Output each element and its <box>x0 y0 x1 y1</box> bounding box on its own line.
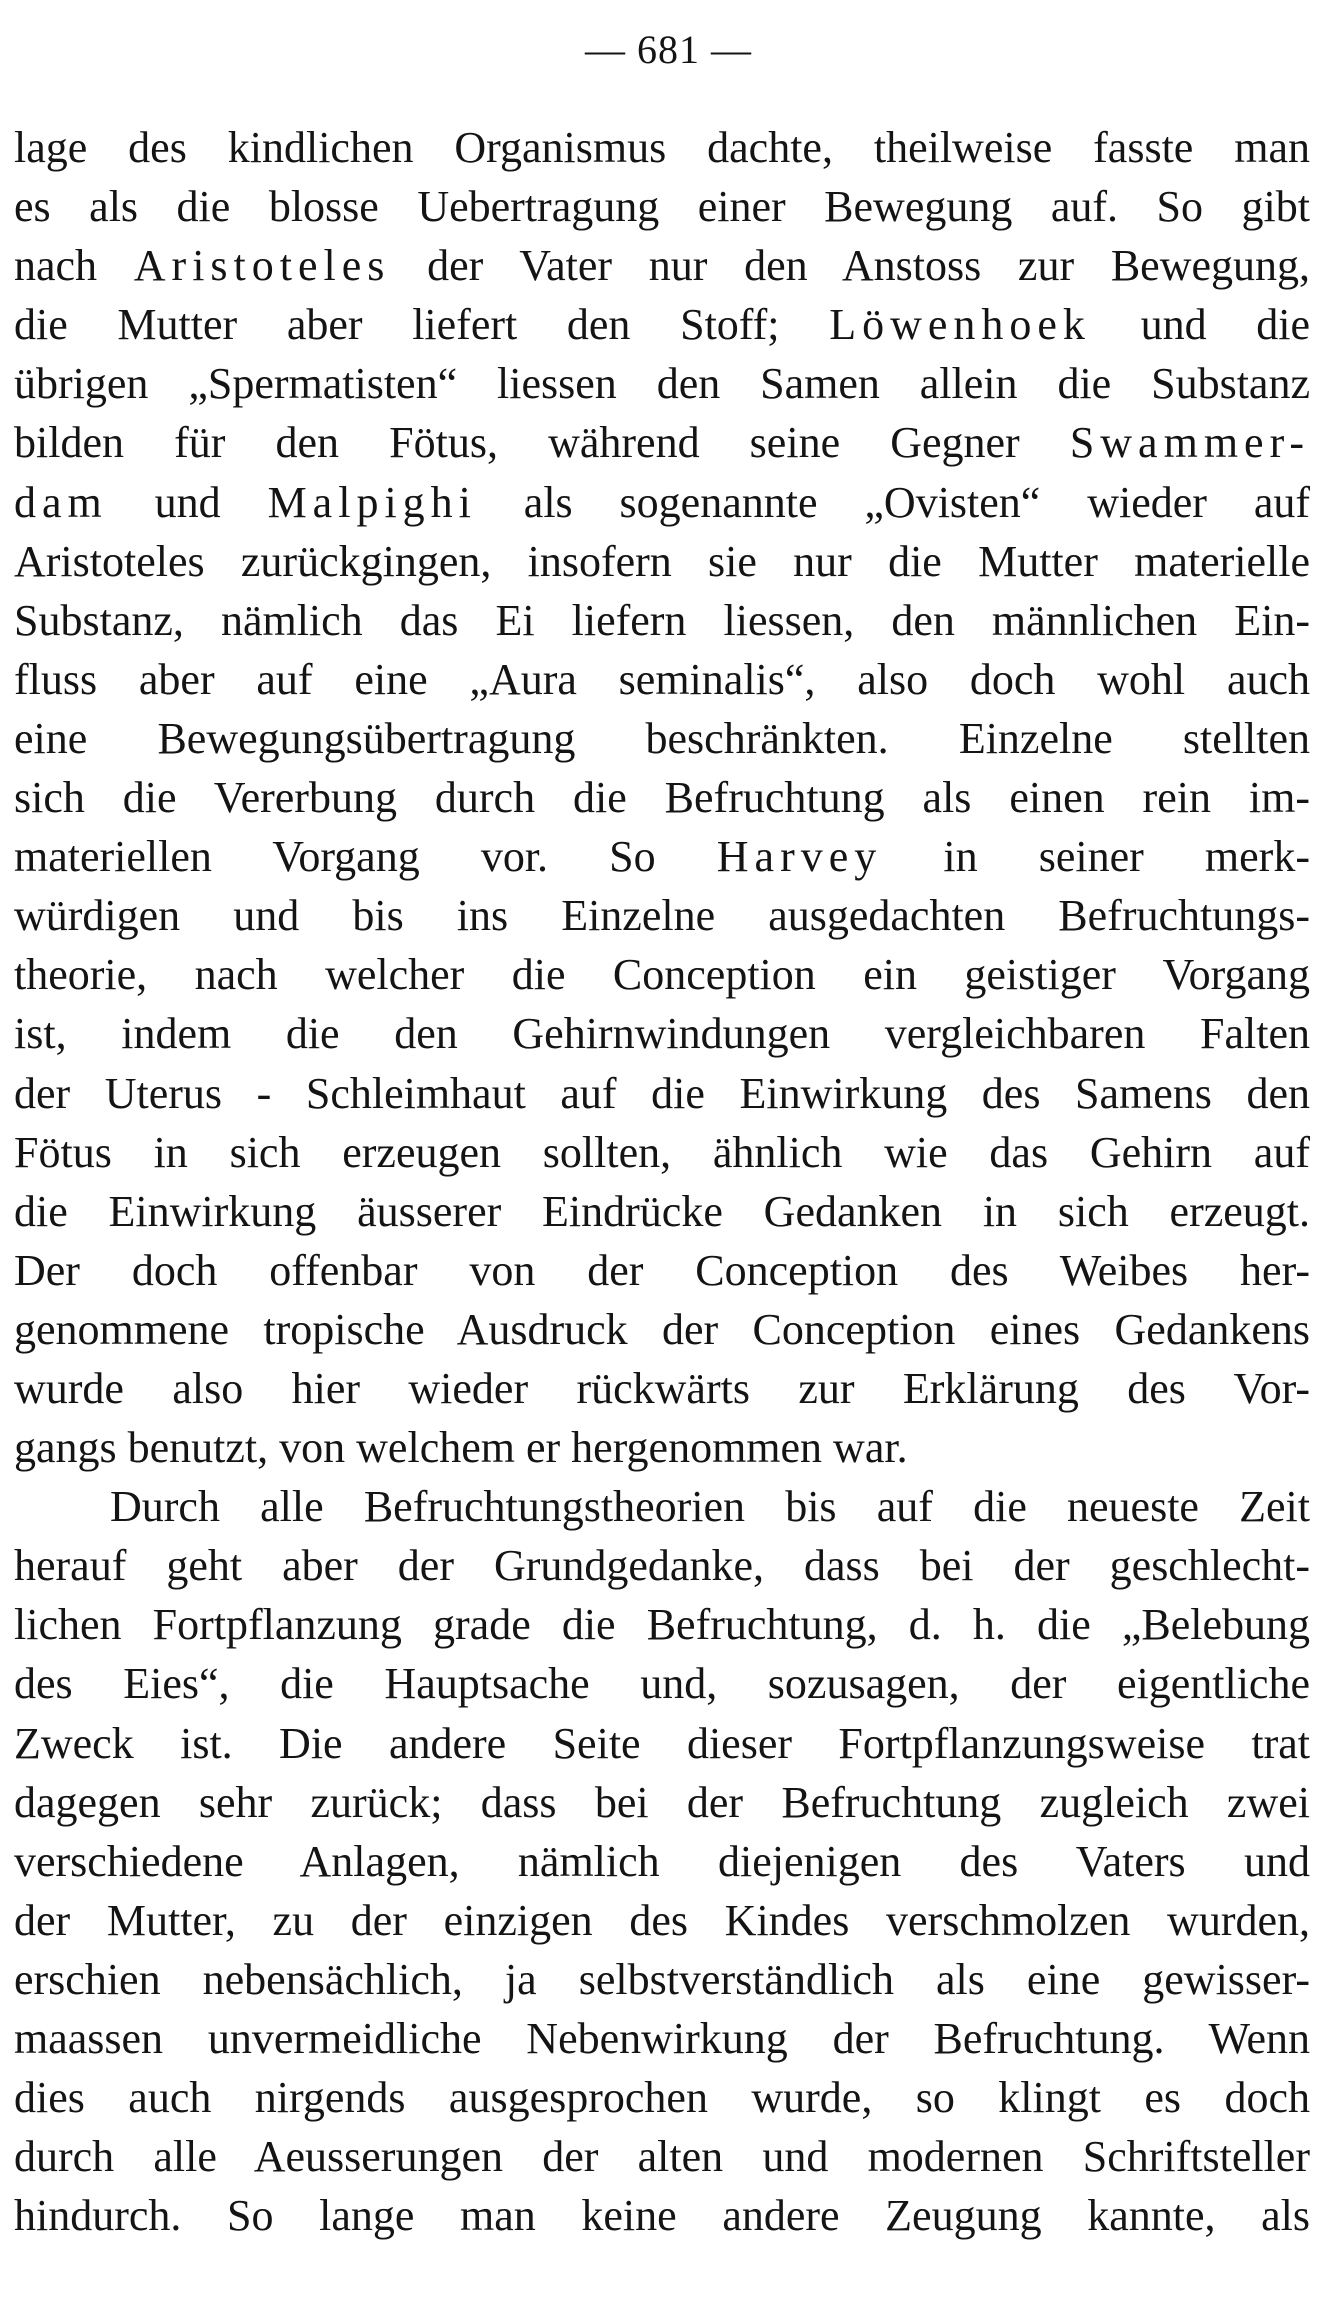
text-line: dies auch nirgends ausgesprochen wurde, so klingt es doch <box>14 2073 1310 2123</box>
spaced-name-aristoteles: Aristoteles <box>133 241 391 291</box>
text-line: lage des kindlichen Organismus dachte, theilweise fasste man <box>14 123 1310 172</box>
text-line: es als die blosse Uebertragung einer Bewegung auf. So gibt <box>14 182 1310 232</box>
text-line: die Einwirkung äusserer Eindrücke Gedanken in sich erzeugt. <box>14 1186 1310 1236</box>
text-line: der Mutter, zu der einzigen des Kindes verschmolzen wurden, <box>14 1895 1310 1945</box>
text-line: der Uterus - Schleimhaut auf die Einwirkung des Samens den <box>14 1068 1310 1118</box>
text-line: die Mutter aber liefert den Stoff; Löwenhoek und die <box>14 300 1310 350</box>
text-line: maassen unvermeidliche Nebenwirkung der Befruchtung. Wenn <box>14 2014 1310 2063</box>
text-line: gangs benutzt, von welchem er hergenommen war. <box>14 1423 908 1473</box>
text-line: Substanz, nämlich das Ei liefern liessen, den männlichen Ein- <box>14 595 1310 645</box>
spaced-name-harvey: Harvey <box>716 832 883 882</box>
text-line: fluss aber auf eine „Aura seminalis“, also doch wohl auch <box>14 654 1310 704</box>
text-line: erschien nebensächlich, ja selbstverständlich als eine gewisser- <box>14 1954 1310 2004</box>
text-line: übrigen „Spermatisten“ liessen den Samen allein die Substanz <box>14 359 1310 409</box>
text-line: wurde also hier wieder rückwärts zur Erklärung des Vor- <box>14 1363 1310 1413</box>
spaced-name-loewenhoek: Löwenhoek <box>829 300 1091 350</box>
text-line: des Eies“, die Hauptsache und, sozusagen, der eigentliche <box>14 1659 1310 1709</box>
body-text <box>14 118 1310 2245</box>
text-line: würdigen und bis ins Einzelne ausgedachten Befruchtungs- <box>14 891 1310 941</box>
text-line: durch alle Aeusserungen der alten und modernen Schriftsteller <box>14 2132 1310 2182</box>
text-line: materiellen Vorgang vor. So Harvey in seiner merk- <box>14 832 1310 882</box>
text-line: dagegen sehr zurück; dass bei der Befruchtung zugleich zwei <box>14 1777 1310 1827</box>
spaced-name-swammerdam: Swammer- <box>1069 418 1310 468</box>
text-line: herauf geht aber der Grundgedanke, dass bei der geschlecht- <box>14 1541 1310 1591</box>
text-line: ist, indem die den Gehirnwindungen vergleichbaren Falten <box>14 1009 1310 1059</box>
text-line: verschiedene Anlagen, nämlich diejenigen des Vaters und <box>14 1836 1310 1886</box>
text-line: sich die Vererbung durch die Befruchtung als einen rein im- <box>14 773 1310 823</box>
text-line: bilden für den Fötus, während seine Gegner Swammer- <box>14 418 1310 468</box>
text-line: eine Bewegungsübertragung beschränkten. Einzelne stellten <box>14 713 1310 763</box>
spaced-name-malpighi: Malpighi <box>267 477 477 527</box>
spaced-name-swammerdam-end: dam <box>14 477 108 527</box>
page-number: — 681 — <box>585 27 752 72</box>
text-line: Aristoteles zurückgingen, insofern sie nur die Mutter materielle <box>14 536 1310 586</box>
text-line: Fötus in sich erzeugen sollten, ähnlich wie das Gehirn auf <box>14 1127 1310 1177</box>
text-line: lichen Fortpflanzung grade die Befruchtung, d. h. die „Belebung <box>14 1600 1310 1650</box>
text-line-indented: Durch alle Befruchtungstheorien bis auf die neueste Zeit <box>110 1482 1310 1532</box>
text-line: nach Aristoteles der Vater nur den Anstoss zur Bewegung, <box>14 241 1310 291</box>
text-line: dam und Malpighi als sogenannte „Ovisten“ wieder auf <box>14 477 1310 527</box>
text-line: theorie, nach welcher die Conception ein geistiger Vorgang <box>14 950 1310 1000</box>
text-line: genommene tropische Ausdruck der Conception eines Gedankens <box>14 1304 1310 1354</box>
text-line: Der doch offenbar von der Conception des Weibes her- <box>14 1245 1310 1295</box>
text-line: Zweck ist. Die andere Seite dieser Fortpflanzungsweise trat <box>14 1718 1310 1768</box>
text-line: hindurch. So lange man keine andere Zeugung kannte, als <box>14 2191 1310 2241</box>
